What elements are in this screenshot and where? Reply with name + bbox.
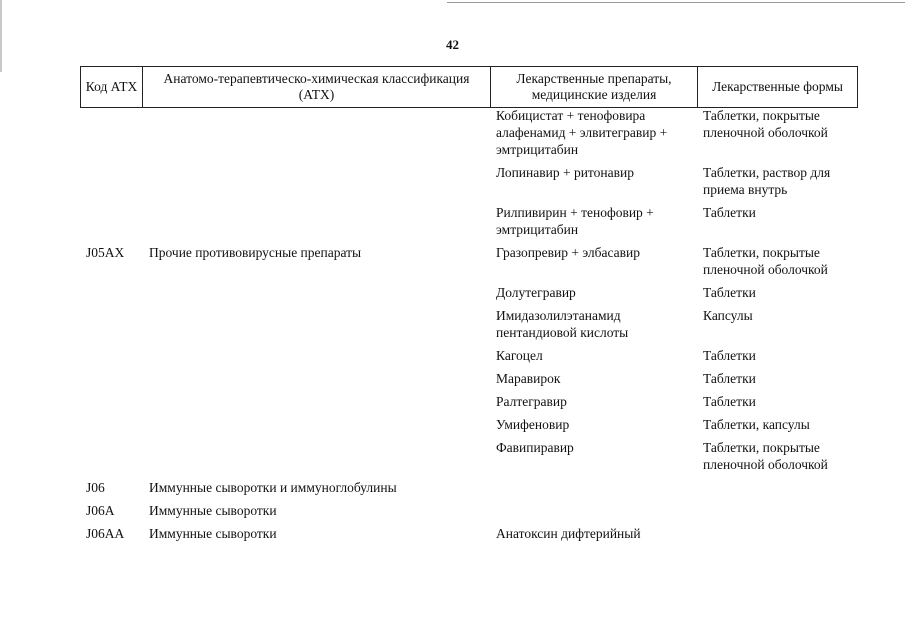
cell-drug: Имидазолилэтанамид пентандиовой кислоты bbox=[496, 308, 629, 340]
table-row bbox=[80, 502, 857, 519]
cell-form: Таблетки, покрытые пленочной оболочкой bbox=[703, 108, 828, 140]
cell-code bbox=[80, 307, 142, 341]
cell-form bbox=[697, 502, 857, 519]
cell-code: J06A bbox=[86, 503, 115, 518]
cell-drug: Фавипиравир bbox=[496, 440, 574, 455]
header-code: Код АТХ bbox=[81, 67, 143, 108]
cell-form: Таблетки bbox=[703, 285, 756, 300]
cell-drug: Гразопревир + элбасавир bbox=[496, 245, 641, 260]
cell-classification bbox=[142, 347, 490, 364]
cell-code bbox=[80, 416, 142, 433]
cell-classification bbox=[142, 164, 490, 198]
table-row bbox=[80, 479, 857, 496]
cell-drug: Анатоксин дифтерийный bbox=[496, 526, 641, 541]
cell-code bbox=[80, 284, 142, 301]
cell-drug: Рилпивирин + тенофовир + эмтрицитабин bbox=[496, 205, 654, 237]
cell-code bbox=[80, 204, 142, 238]
cell-code: J06AA bbox=[86, 526, 125, 541]
cell-classification bbox=[142, 307, 490, 341]
cell-classification: Иммунные сыворотки bbox=[149, 503, 277, 518]
cell-classification bbox=[142, 439, 490, 473]
cell-code bbox=[80, 439, 142, 473]
table-row bbox=[80, 244, 857, 278]
cell-drug: Долутегравир bbox=[496, 285, 576, 300]
cell-form bbox=[697, 479, 857, 496]
cell-form: Таблетки, капсулы bbox=[703, 417, 810, 432]
cell-classification bbox=[142, 416, 490, 433]
scan-top-line bbox=[447, 2, 905, 3]
table-row bbox=[80, 393, 857, 410]
cell-drug bbox=[490, 479, 697, 496]
table-row bbox=[80, 347, 857, 364]
cell-drug: Лопинавир + ритонавир bbox=[496, 165, 634, 180]
cell-form: Таблетки, покрытые пленочной оболочкой bbox=[703, 440, 828, 472]
header-forms: Лекарственные формы bbox=[698, 67, 858, 108]
table-row bbox=[80, 284, 857, 301]
cell-code: J06 bbox=[86, 480, 105, 495]
cell-code bbox=[80, 107, 142, 158]
cell-code bbox=[80, 370, 142, 387]
cell-drug: Умифеновир bbox=[496, 417, 570, 432]
table-row bbox=[80, 107, 857, 158]
table-body bbox=[80, 107, 857, 542]
cell-classification bbox=[142, 284, 490, 301]
cell-form bbox=[697, 525, 857, 542]
page-number: 42 bbox=[446, 37, 459, 52]
table-row bbox=[80, 307, 857, 341]
cell-drug bbox=[490, 502, 697, 519]
cell-drug: Кагоцел bbox=[496, 348, 543, 363]
cell-drug: Маравирок bbox=[496, 371, 561, 386]
cell-classification: Иммунные сыворотки bbox=[149, 526, 277, 541]
cell-form: Капсулы bbox=[703, 308, 753, 323]
cell-code: J05AX bbox=[86, 245, 125, 260]
cell-classification bbox=[142, 204, 490, 238]
table-header bbox=[80, 66, 858, 108]
cell-form: Таблетки bbox=[703, 394, 756, 409]
cell-code bbox=[80, 347, 142, 364]
cell-form: Таблетки bbox=[703, 205, 756, 220]
cell-classification: Прочие противовирусные препараты bbox=[149, 245, 362, 260]
cell-drug: Кобицистат + тенофовира алафенамид + элвитегравир + эмтрицитабин bbox=[496, 108, 668, 157]
cell-drug: Ралтегравир bbox=[496, 394, 567, 409]
cell-classification bbox=[142, 107, 490, 158]
table-row bbox=[80, 525, 857, 542]
cell-form: Таблетки, раствор для приема внутрь bbox=[703, 165, 831, 197]
header-drugs: Лекарственные препараты, медицинские изделия bbox=[491, 67, 698, 108]
table-row bbox=[80, 416, 857, 433]
cell-form: Таблетки, покрытые пленочной оболочкой bbox=[703, 245, 828, 277]
cell-classification bbox=[142, 370, 490, 387]
table-row bbox=[80, 164, 857, 198]
table-row bbox=[80, 204, 857, 238]
cell-code bbox=[80, 393, 142, 410]
cell-form: Таблетки bbox=[703, 348, 756, 363]
header-classification: Анатомо-терапевтическо-химическая классификация (АТХ) bbox=[143, 67, 491, 108]
cell-classification: Иммунные сыворотки и иммуноглобулины bbox=[149, 480, 397, 495]
table-row bbox=[80, 370, 857, 387]
cell-classification bbox=[142, 393, 490, 410]
table-row bbox=[80, 439, 857, 473]
cell-code bbox=[80, 164, 142, 198]
scan-edge-mark bbox=[0, 0, 2, 72]
cell-form: Таблетки bbox=[703, 371, 756, 386]
